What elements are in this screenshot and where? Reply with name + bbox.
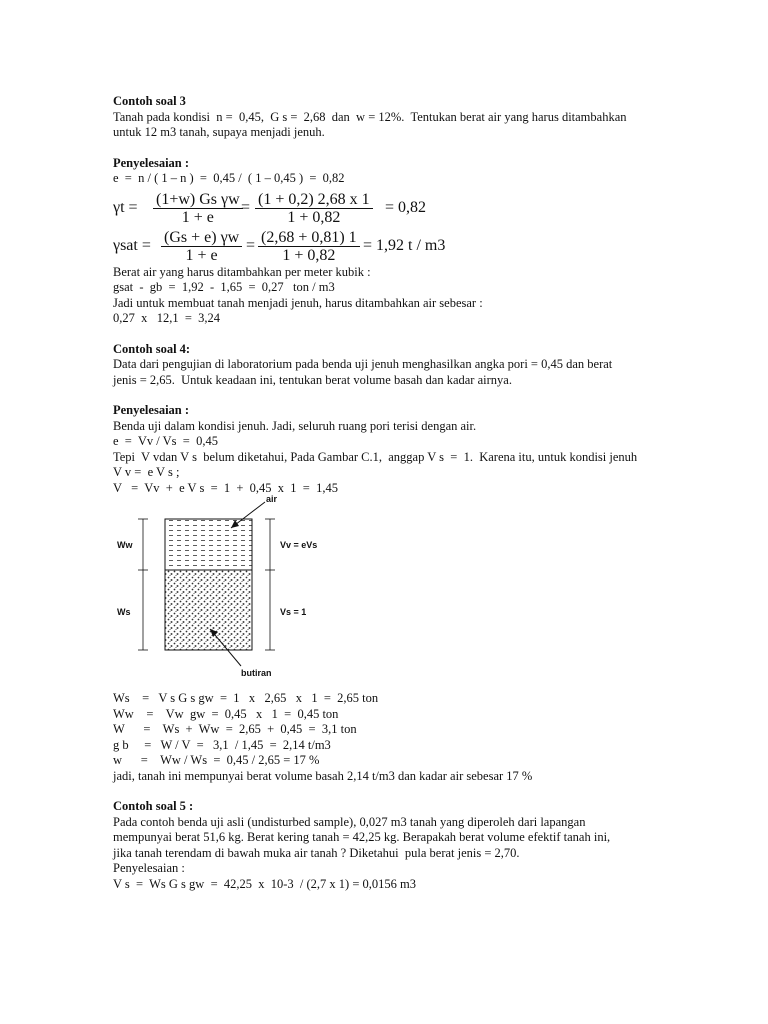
- label-butiran: butiran: [241, 668, 272, 678]
- soal4-calc-line: Ww = Vw gw = 0,45 x 1 = 0,45 ton: [113, 706, 339, 721]
- fraction: [153, 191, 243, 227]
- soal4-solution-line: Benda uji dalam kondisi jenuh. Jadi, seluruh ruang pori terisi dengan air.: [113, 418, 477, 433]
- label-air: air: [266, 494, 278, 504]
- fraction-denominator: 1 + e: [185, 246, 218, 264]
- phase-diagram-figure: [113, 494, 338, 688]
- soal4-title: Contoh soal 4:: [113, 341, 191, 356]
- fraction: [255, 191, 373, 227]
- fraction: [161, 229, 242, 265]
- soal4-solution-line: e = Vv / Vs = 0,45: [113, 434, 218, 448]
- soal3-solution-title: Penyelesaian :: [113, 155, 190, 170]
- document-content: [113, 94, 673, 892]
- soal4-calc-line: w = Ww / Ws = 0,45 / 2,65 = 17 %: [113, 753, 320, 767]
- fraction-numerator: (1+w) Gs γw: [153, 191, 243, 209]
- fraction: [258, 229, 360, 265]
- soal3-after-line: Jadi untuk membuat tanah menjadi jenuh, harus ditambahkan air sebesar :: [113, 295, 483, 310]
- soal4-calc-line: g b = W / V = 3,1 / 1,45 = 2,14 t/m3: [113, 737, 331, 752]
- fraction-numerator: (Gs + e) γw: [161, 229, 242, 247]
- soal3-text-line: untuk 12 m3 tanah, supaya menjadi jenuh.: [113, 125, 325, 139]
- soal3-e-line: e = n / ( 1 – n ) = 0,45 / ( 1 – 0,45 ) = 0,82: [113, 171, 345, 185]
- soal4-text-line: Data dari pengujian di laboratorium pada benda uji jenuh menghasilkan angka pori = 0,45 dan berat: [113, 357, 613, 371]
- fraction-numerator: (2,68 + 0,81) 1: [258, 229, 360, 247]
- label-vv: Vv = eVs: [280, 540, 318, 550]
- solids-zone: [165, 570, 252, 650]
- equation-result: = 1,92 t / m3: [363, 236, 446, 254]
- soal5-solution-title: Penyelesaian :: [113, 861, 185, 875]
- soal5-text-line: Pada contoh benda uji asli (undisturbed sample), 0,027 m3 tanah yang diperoleh dari lapangan: [113, 814, 586, 829]
- soal3-after-line: gsat - gb = 1,92 - 1,65 = 0,27 ton / m3: [113, 280, 335, 294]
- soal5-text-line: mempunyai berat 51,6 kg. Berat kering tanah = 42,25 kg. Berapakah berat volume efektif tanah ini,: [113, 830, 611, 844]
- soal4-solution-line: V = Vv + e V s = 1 + 0,45 x 1 = 1,45: [113, 480, 338, 495]
- soal4-solution-line: Tepi V vdan V s belum diketahui, Pada Gambar C.1, anggap V s = 1. Karena itu, untuk kondisi jenuh: [113, 449, 638, 464]
- soal5-title: Contoh soal 5 :: [113, 799, 194, 813]
- equals-sign: =: [241, 198, 251, 216]
- label-vs: Vs = 1: [280, 607, 307, 617]
- soal5-text-line: jika tanah terendam di bawah muka air tanah ? Diketahui pula berat jenis = 2,70.: [113, 845, 520, 860]
- fraction-denominator: 1 + e: [181, 208, 214, 226]
- soal4-solution-line: V v = e V s ;: [113, 465, 180, 479]
- soal4-conclusion: jadi, tanah ini mempunyai berat volume basah 2,14 t/m3 dan kadar air sebesar 17 %: [113, 768, 533, 783]
- soal3-text-line: Tanah pada kondisi n = 0,45, G s = 2,68 dan w = 12%. Tentukan berat air yang harus ditambahkan: [113, 109, 627, 124]
- soal3-after-line: 0,27 x 12,1 = 3,24: [113, 311, 221, 325]
- label-ws: Ws: [117, 607, 131, 617]
- fraction-numerator: (1 + 0,2) 2,68 x 1: [255, 191, 373, 209]
- soal5-solution-line: V s = Ws G s gw = 42,25 x 10-3 / (2,7 x 1) = 0,0156 m3: [113, 876, 416, 891]
- label-ww: Ww: [117, 540, 133, 550]
- soal4-calc-line: Ws = V s G s gw = 1 x 2,65 x 1 = 2,65 ton: [113, 691, 379, 705]
- soal4-solution-title: Penyelesaian :: [113, 403, 190, 417]
- equation-gamma-sat: [113, 229, 673, 265]
- equation-lhs: γsat =: [113, 236, 151, 254]
- fraction-denominator: 1 + 0,82: [282, 246, 336, 264]
- equation-result: = 0,82: [385, 198, 427, 216]
- soal4-calc-line: W = Ws + Ww = 2,65 + 0,45 = 3,1 ton: [113, 722, 357, 736]
- phase-diagram-svg: [113, 498, 338, 688]
- soal4-text-line: jenis = 2,65. Untuk keadaan ini, tentukan berat volume basah dan kadar airnya.: [113, 372, 512, 387]
- equals-sign: =: [246, 236, 256, 254]
- equation-lhs: γt =: [113, 198, 138, 216]
- fraction-denominator: 1 + 0,82: [287, 208, 341, 226]
- soal3-after-line: Berat air yang harus ditambahkan per meter kubik :: [113, 264, 371, 279]
- equation-gamma-t: [113, 191, 673, 227]
- soal3-title: Contoh soal 3: [113, 94, 186, 108]
- water-zone: [165, 519, 252, 570]
